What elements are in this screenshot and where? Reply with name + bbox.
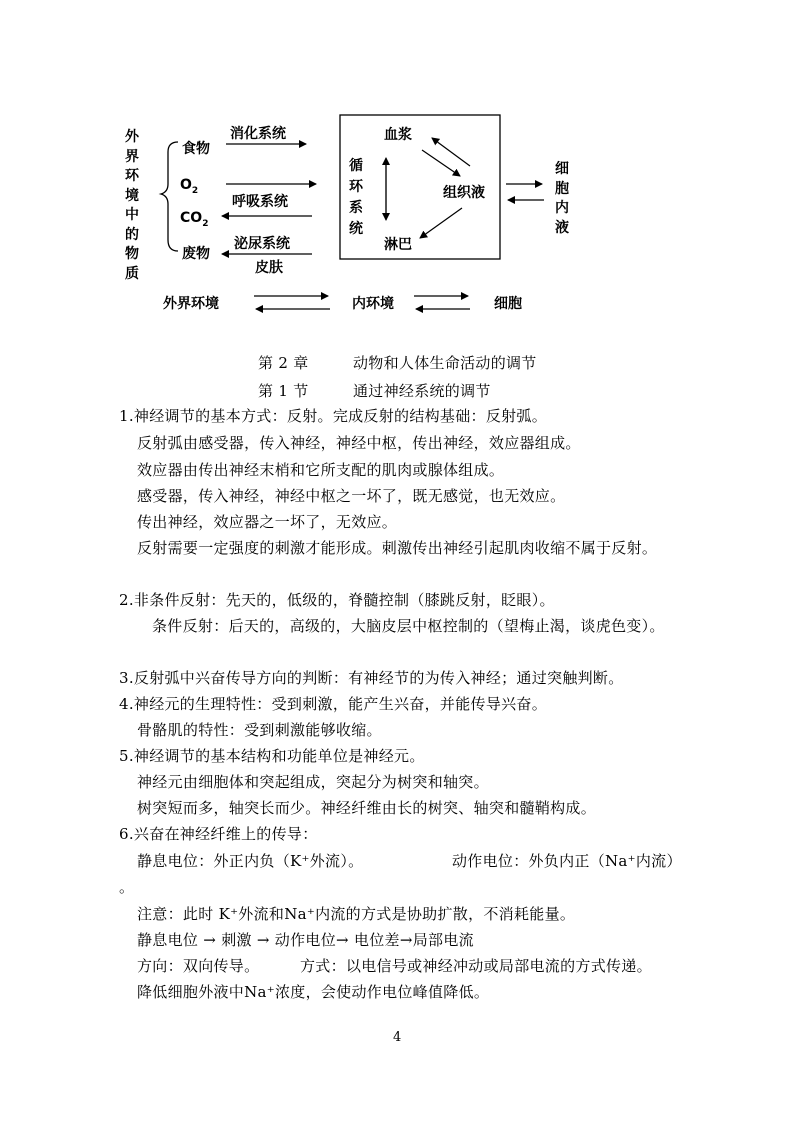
section-label: 第 1 节	[258, 382, 309, 400]
text-line: 方式：以电信号或神经冲动或局部电流的方式传递。	[300, 957, 652, 975]
page-number: 4	[393, 1030, 402, 1045]
section-title: 通过神经系统的调节	[353, 382, 491, 400]
bottom-outer-env-label: 外界环境	[163, 296, 219, 312]
text-line: 静息电位：外正内负（K⁺外流）。	[137, 852, 364, 870]
o2-label: $O_2$	[180, 177, 199, 196]
text-line: 5.神经调节的基本结构和功能单位是神经元。	[119, 747, 425, 765]
lymph-label: 淋巴	[384, 237, 412, 253]
text-line: 反射需要一定强度的刺激才能形成。刺激传出神经引起肌肉收缩不属于反射。	[137, 539, 658, 557]
text-line: 注意：此时 K⁺外流和Na⁺内流的方式是协助扩散，不消耗能量。	[137, 905, 576, 923]
text-line: 骨骼肌的特性：受到刺激能够收缩。	[137, 721, 382, 739]
chapter-label: 第 2 章	[258, 354, 309, 372]
text-line: 效应器由传出神经末梢和它所支配的肌肉或腺体组成。	[137, 461, 505, 479]
text-line: 反射弧由感受器，传入神经，神经中枢，传出神经，效应器组成。	[137, 434, 581, 452]
text-line: 3.反射弧中兴奋传导方向的判断：有神经节的为传入神经；通过突触判断。	[119, 669, 624, 687]
text-line: 。	[119, 878, 135, 896]
text-line: 4.神经元的生理特性：受到刺激，能产生兴奋，并能传导兴奋。	[119, 695, 548, 713]
bottom-inner-env-label: 内环境	[352, 296, 394, 312]
text-line: 神经元由细胞体和突起组成，突起分为树突和轴突。	[137, 773, 489, 791]
text-line: 条件反射：后天的，高级的，大脑皮层中枢控制的（望梅止渴，谈虎色变）。	[152, 617, 665, 635]
text-line: 6.兴奋在神经纤维上的传导：	[119, 825, 318, 843]
text-line: 感受器，传入神经，神经中枢之一坏了，既无感觉，也无效应。	[137, 487, 566, 505]
tissue-to-lymph-arrow	[420, 208, 462, 238]
text-line: 传出神经，效应器之一坏了，无效应。	[137, 513, 398, 531]
urinary-system-label: 泌尿系统	[234, 236, 290, 252]
text-line: 树突短而多，轴突长而少。神经纤维由长的树突、轴突和髓鞘构成。	[137, 799, 597, 817]
brace	[161, 142, 178, 251]
text-line: 方向：双向传导。	[137, 957, 260, 975]
respiratory-system-label: 呼吸系统	[232, 194, 288, 210]
text-line: 2.非条件反射：先天的，低级的，脊髓控制（膝跳反射，眨眼）。	[119, 591, 555, 609]
waste-label: 废物	[182, 246, 210, 262]
plasma-label: 血浆	[384, 127, 412, 143]
text-line: 1.神经调节的基本方式：反射。完成反射的结构基础：反射弧。	[119, 407, 548, 425]
text-line: 静息电位 → 刺激 → 动作电位→ 电位差→局部电流	[137, 931, 474, 949]
food-label: 食物	[182, 141, 210, 157]
bottom-cell-label: 细胞	[494, 296, 522, 312]
tissue-to-plasma-arrow	[432, 138, 470, 166]
skin-label: 皮肤	[255, 260, 283, 276]
body-fluid-diagram	[0, 0, 794, 330]
intracellular-fluid-label: 细胞内液	[555, 161, 569, 236]
text-line: 动作电位：外负内正（Na⁺内流）	[452, 852, 682, 870]
co2-label: $CO_2$	[180, 210, 209, 229]
circulatory-system-label: 循环系统	[349, 158, 363, 237]
outer-environment-label: 外界环境中的物质	[125, 129, 139, 282]
digestive-system-label: 消化系统	[230, 126, 286, 142]
text-line: 降低细胞外液中Na⁺浓度，会使动作电位峰值降低。	[137, 983, 490, 1001]
tissue-fluid-label: 组织液	[443, 185, 485, 201]
chapter-title: 动物和人体生命活动的调节	[353, 354, 537, 372]
